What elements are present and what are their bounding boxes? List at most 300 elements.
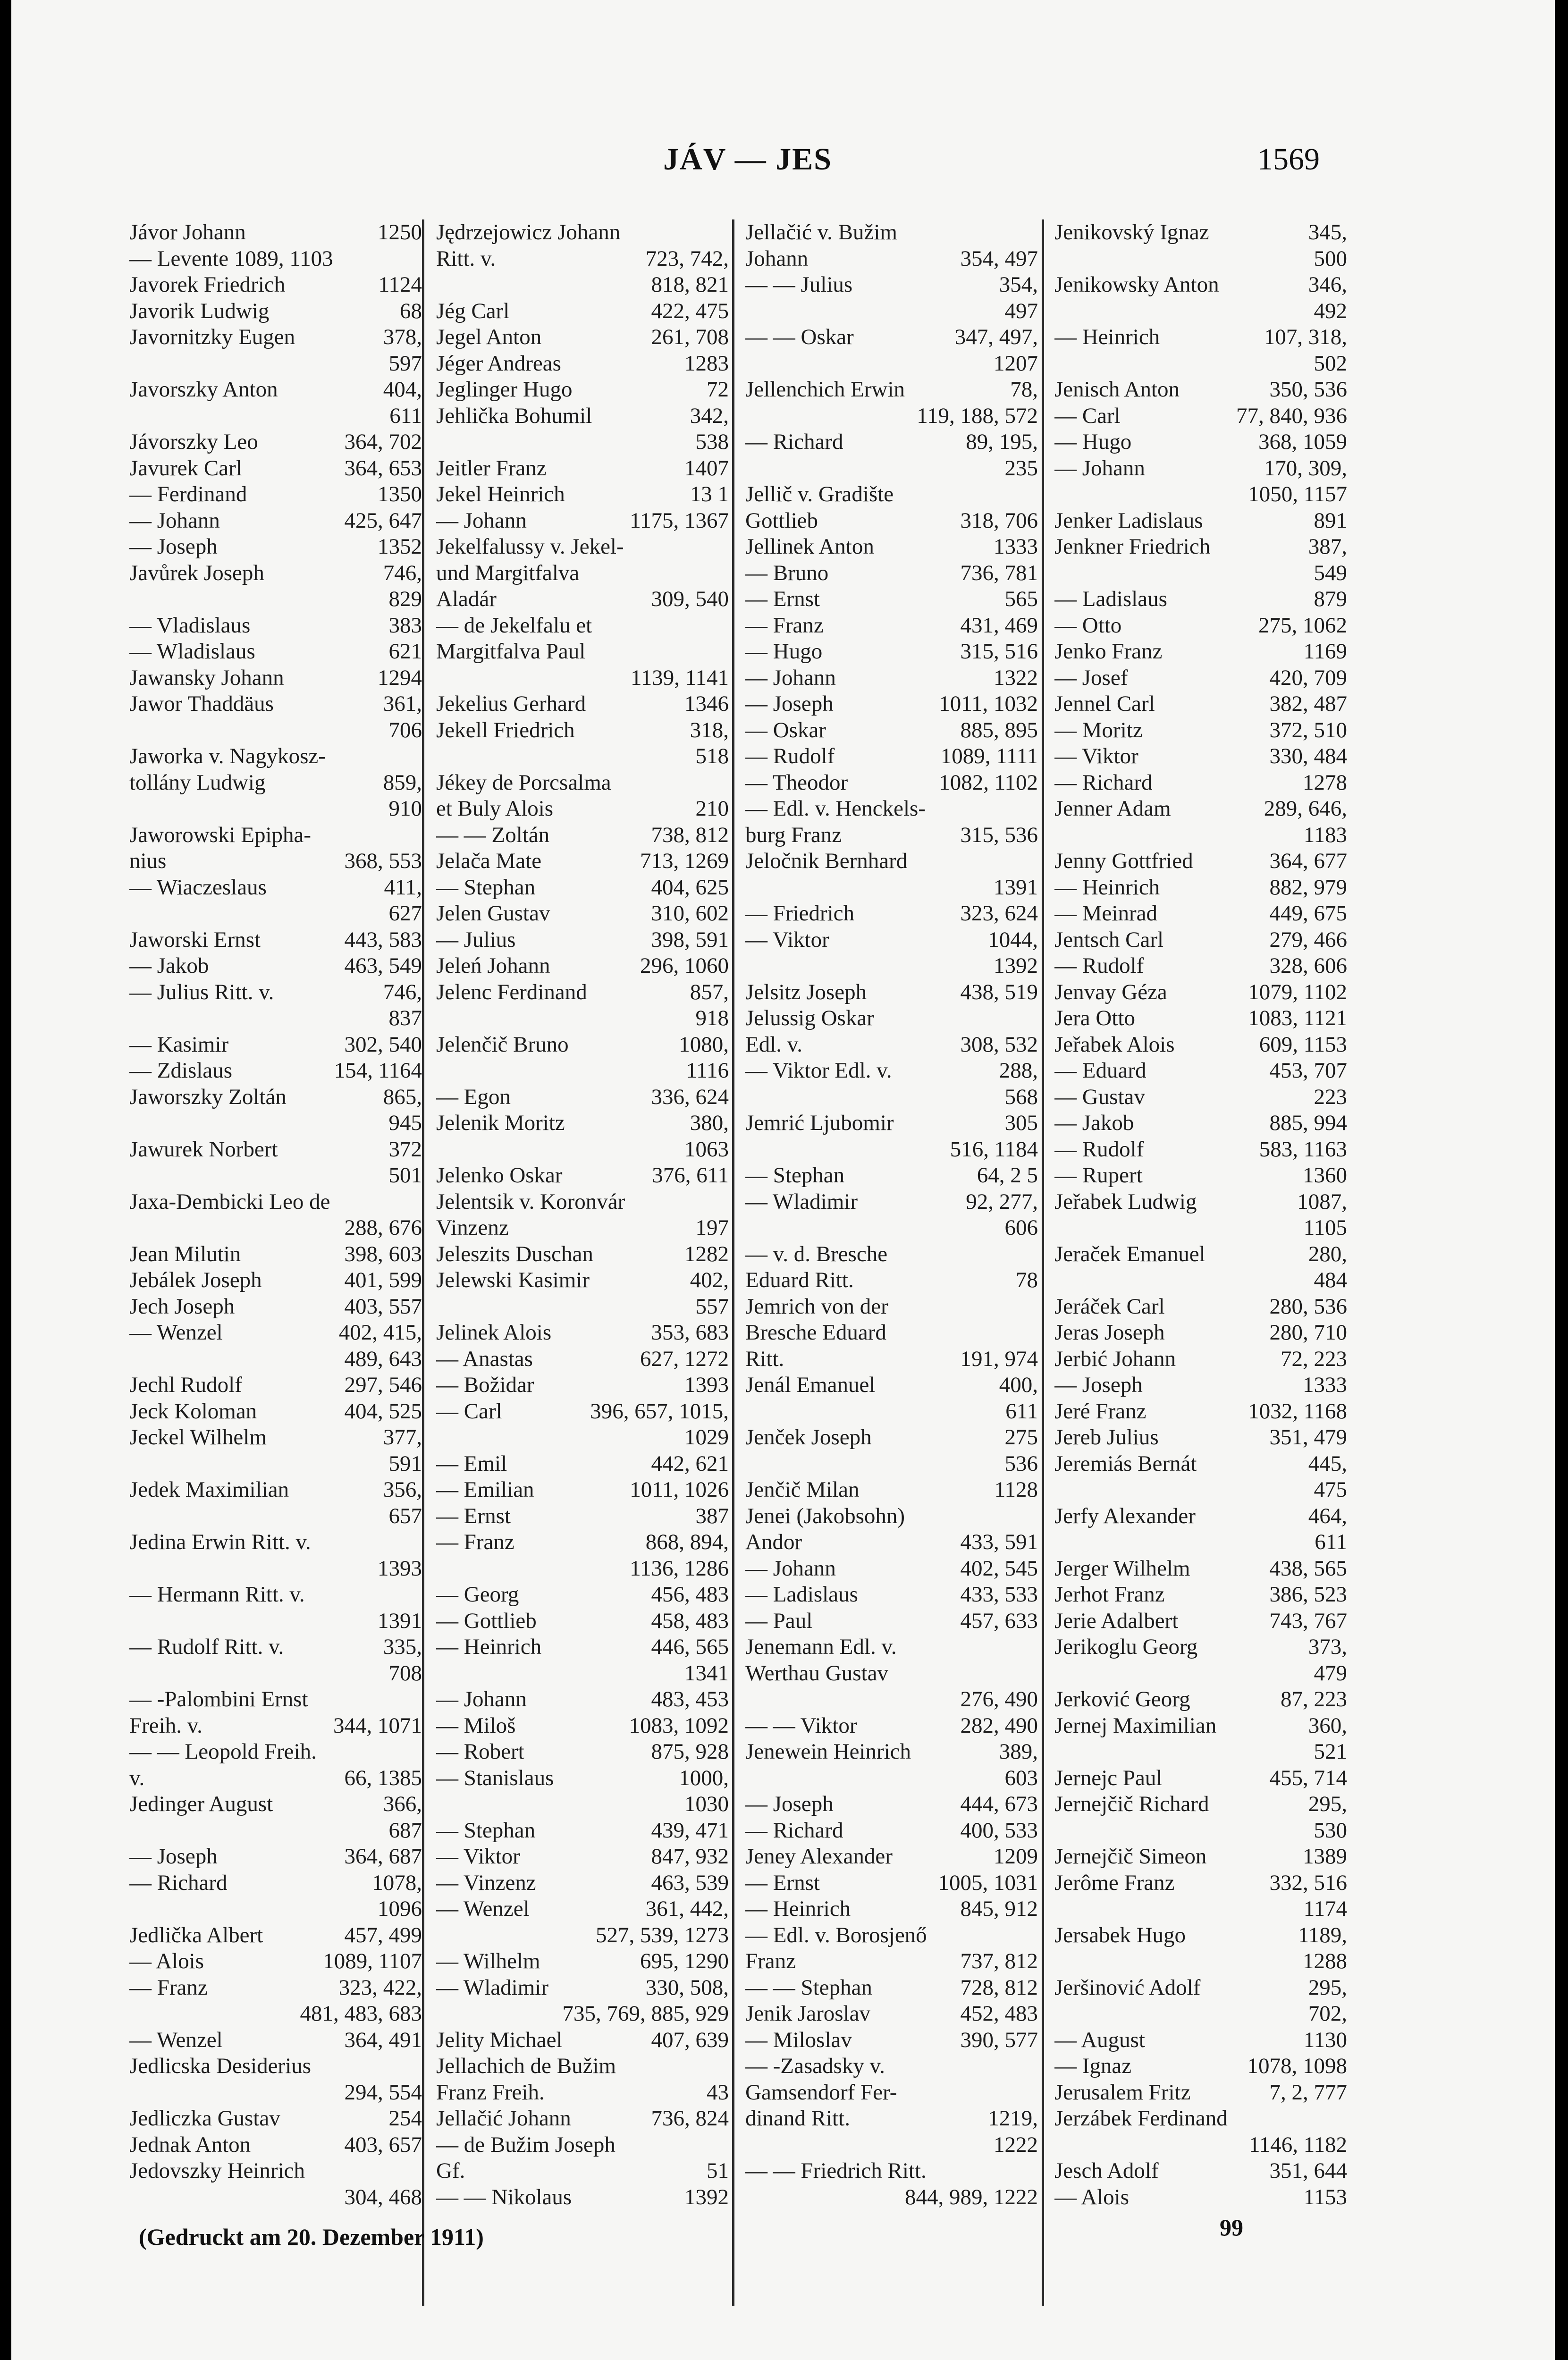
entry-line	[436, 1634, 729, 1660]
entry-pages: 606	[1004, 1215, 1038, 1240]
entry-name: — Ladislaus	[745, 1582, 858, 1607]
entry-pages: 401, 599	[344, 1268, 422, 1292]
entry-pages: 377,	[383, 1425, 422, 1450]
entry-pages: 1346	[684, 691, 729, 716]
entry-pages	[722, 770, 729, 796]
entry-pages: 64, 2 5	[977, 1163, 1038, 1188]
entry-name: Werthau Gustav	[745, 1660, 888, 1686]
entry-name: — Johann	[745, 1556, 836, 1581]
entry-line	[745, 1399, 1038, 1425]
entry-line	[1054, 1346, 1347, 1373]
entry-pages	[1340, 2106, 1347, 2132]
entry-name: Jerôme Franz	[1054, 1870, 1175, 1895]
entry-name: Jedovszky Heinrich	[129, 2158, 305, 2183]
entry-name: Jemrich von der	[745, 1294, 888, 1319]
entry-name: Jawor Thaddäus	[129, 691, 274, 716]
entry-line	[745, 377, 1038, 403]
entry-line	[745, 1948, 1038, 1975]
entry-pages: 1393	[684, 1373, 729, 1397]
entry-line	[129, 403, 422, 430]
entry-pages: 591	[388, 1451, 422, 1476]
column-rule	[732, 219, 734, 2306]
entry-name: — Paul	[745, 1608, 813, 1633]
entry-line	[129, 1215, 422, 1241]
entry-pages	[722, 560, 729, 587]
entry-pages	[415, 2053, 422, 2080]
entry-pages: 458, 483	[651, 1608, 729, 1633]
entry-line	[129, 1294, 422, 1320]
entry-pages: 728, 812	[960, 1975, 1038, 2000]
entry-name: — Wenzel	[129, 1320, 223, 1345]
entry-name: Jereb Julius	[1054, 1425, 1159, 1450]
entry-line	[1054, 1005, 1347, 1032]
entry-line	[129, 691, 422, 717]
entry-name: — Carl	[436, 1399, 502, 1424]
entry-name: Jedlicska Desiderius	[129, 2054, 312, 2078]
entry-pages: 119, 188, 572	[917, 403, 1038, 428]
entry-name: — Edl. v. Borosjenő	[745, 1922, 927, 1947]
entry-pages: 297, 546	[344, 1373, 422, 1397]
entry-pages: 276, 490	[960, 1687, 1038, 1711]
entry-name: — Robert	[436, 1739, 524, 1764]
entry-name: — Heinrich	[745, 1896, 851, 1921]
entry-pages: 433, 533	[960, 1582, 1038, 1607]
column-rule	[422, 219, 424, 2306]
entry-pages: 288, 676	[344, 1215, 422, 1240]
entry-line	[745, 613, 1038, 639]
entry-name: — Stanislaus	[436, 1765, 554, 1790]
entry-name: Jenemann Edl. v.	[745, 1635, 897, 1659]
entry-line	[1054, 2158, 1347, 2184]
entry-pages: 530	[1314, 1818, 1347, 1843]
entry-name: — Friedrich	[745, 901, 855, 926]
entry-pages	[1031, 1503, 1038, 1530]
entry-name: tollány Ludwig	[129, 770, 266, 795]
entry-line	[436, 743, 729, 770]
entry-line	[1054, 1582, 1347, 1608]
entry-name: Jehlička Bohumil	[436, 403, 592, 428]
entry-pages	[1031, 1634, 1038, 1660]
entry-pages: 627	[388, 901, 422, 926]
entry-pages: 1407	[684, 455, 729, 480]
entry-line	[1054, 796, 1347, 822]
entry-line	[1054, 927, 1347, 953]
entry-pages: 402, 415,	[338, 1320, 422, 1345]
entry-line	[745, 2158, 1038, 2184]
entry-line	[745, 822, 1038, 849]
entry-name: Jeleszits Duschan	[436, 1241, 593, 1266]
entry-name: Jennel Carl	[1054, 691, 1155, 716]
entry-line	[129, 429, 422, 455]
entry-line	[436, 1110, 729, 1137]
name-column-4	[1054, 219, 1347, 2210]
entry-name: — — Oskar	[745, 325, 854, 349]
entry-name: Javurek Carl	[129, 455, 242, 480]
entry-line	[129, 875, 422, 901]
entry-line	[129, 613, 422, 639]
entry-name: — Wladimir	[436, 1975, 549, 2000]
entry-line	[1054, 1791, 1347, 1818]
entry-name: Jaworka v. Nagykosz-	[129, 744, 326, 768]
entry-pages: 1032, 1168	[1248, 1399, 1347, 1424]
entry-name: — Rudolf	[1054, 953, 1144, 978]
entry-line	[1054, 613, 1347, 639]
entry-line	[436, 717, 729, 744]
entry-pages: 1392	[994, 953, 1038, 978]
entry-pages: 1352	[378, 534, 422, 559]
entry-name: Jenál Emanuel	[745, 1373, 876, 1397]
entry-pages: 400, 533	[960, 1818, 1038, 1843]
entry-line	[436, 848, 729, 875]
entry-pages: 455, 714	[1269, 1765, 1347, 1790]
entry-pages: 611	[1315, 1530, 1347, 1554]
entry-pages: 687	[388, 1818, 422, 1843]
entry-name: dinand Ritt.	[745, 2106, 850, 2131]
entry-name: Jenkner Friedrich	[1054, 534, 1211, 559]
entry-line	[129, 665, 422, 691]
entry-line	[745, 2184, 1038, 2211]
entry-name: Jawurek Norbert	[129, 1137, 278, 1162]
entry-name: Jeney Alexander	[745, 1844, 893, 1869]
entry-name: — de Jekelfalu et	[436, 613, 592, 638]
entry-name: — Georg	[436, 1582, 519, 1607]
entry-name: — Oskar	[745, 717, 826, 742]
entry-pages: 1294	[378, 665, 422, 690]
entry-pages: 1333	[994, 534, 1038, 559]
entry-name: Jerger Wilhelm	[1054, 1556, 1190, 1581]
entry-pages: 280, 710	[1269, 1320, 1347, 1345]
entry-name: — — Julius	[745, 272, 853, 297]
entry-name: — Eduard	[1054, 1058, 1146, 1083]
entry-line	[129, 1320, 422, 1346]
name-column-2	[436, 219, 729, 2210]
entry-pages: 294, 554	[344, 2080, 422, 2105]
entry-line	[1054, 2080, 1347, 2106]
entry-line	[129, 953, 422, 979]
entry-line	[745, 1765, 1038, 1792]
entry-pages: 438, 519	[960, 979, 1038, 1004]
entry-line	[436, 691, 729, 717]
entry-name: — Wenzel	[129, 2027, 223, 2052]
entry-name: Jelen Gustav	[436, 901, 550, 926]
entry-line	[436, 1660, 729, 1687]
entry-pages: 1082, 1102	[939, 770, 1038, 795]
entry-name: Jekell Friedrich	[436, 717, 575, 742]
entry-name: Jernejčič Simeon	[1054, 1844, 1207, 1869]
entry-line	[745, 1896, 1038, 1922]
entry-line	[1054, 1137, 1347, 1163]
entry-pages: 910	[388, 796, 422, 821]
entry-name: — Gottlieb	[436, 1608, 537, 1633]
entry-pages: 422, 475	[651, 298, 729, 323]
entry-name: Jeršinović Adolf	[1054, 1975, 1201, 2000]
entry-pages: 51	[707, 2158, 729, 2183]
entry-name: Jeločnik Bernhard	[745, 849, 908, 873]
entry-pages: 366,	[383, 1792, 422, 1816]
entry-pages: 500	[1314, 246, 1347, 271]
entry-line	[129, 1582, 422, 1608]
entry-line	[129, 1137, 422, 1163]
entry-line	[745, 1713, 1038, 1739]
entry-line	[436, 2053, 729, 2080]
entry-line	[436, 455, 729, 482]
entry-name: Jelenko Oskar	[436, 1163, 563, 1188]
entry-pages: 464,	[1308, 1503, 1347, 1528]
entry-pages: 66, 1385	[344, 1765, 422, 1790]
entry-pages	[1031, 1241, 1038, 1268]
entry-pages: 463, 539	[651, 1870, 729, 1895]
entry-name: — Joseph	[129, 534, 218, 559]
entry-line	[1054, 1818, 1347, 1844]
entry-name: Jekelfalussy v. Jekel-	[436, 534, 624, 559]
entry-line	[436, 822, 729, 849]
entry-pages: 1089, 1107	[323, 1949, 422, 1973]
entry-name: Freih. v.	[129, 1713, 202, 1738]
entry-pages	[1031, 2053, 1038, 2080]
entry-name: Jedina Erwin Ritt. v.	[129, 1530, 311, 1554]
entry-line	[745, 560, 1038, 587]
entry-pages: 479	[1314, 1660, 1347, 1686]
entry-name: Jernejc Paul	[1054, 1765, 1163, 1790]
entry-line	[436, 2027, 729, 2054]
entry-name: — Hugo	[745, 639, 823, 664]
entry-line	[745, 1634, 1038, 1660]
entry-line	[1054, 1529, 1347, 1556]
entry-pages: 78	[1016, 1268, 1038, 1292]
entry-line	[1054, 1084, 1347, 1111]
entry-line	[745, 796, 1038, 822]
entry-line	[436, 1765, 729, 1792]
entry-line	[436, 1163, 729, 1189]
entry-pages: 736, 824	[651, 2106, 729, 2131]
entry-pages: 743, 767	[1269, 1608, 1347, 1633]
entry-pages: 452, 483	[960, 2001, 1038, 2026]
entry-line	[745, 901, 1038, 927]
entry-line	[436, 796, 729, 822]
entry-line	[1054, 1267, 1347, 1294]
entry-line	[745, 953, 1038, 979]
entry-line	[129, 770, 422, 796]
entry-name: Javorszky Anton	[129, 377, 278, 402]
entry-line	[436, 1320, 729, 1346]
entry-line	[129, 1346, 422, 1373]
entry-pages	[1031, 219, 1038, 246]
entry-pages: 78,	[1010, 377, 1038, 402]
entry-pages: 309, 540	[651, 587, 729, 611]
page-header-title: JÁV — JES	[663, 142, 832, 177]
entry-line	[1054, 534, 1347, 560]
entry-line	[745, 1975, 1038, 2001]
entry-pages: 1096	[378, 1896, 422, 1921]
name-column-3	[745, 219, 1038, 2210]
entry-name: Jerković Georg	[1054, 1687, 1190, 1711]
entry-pages: 1392	[684, 2184, 729, 2209]
entry-line	[745, 1372, 1038, 1399]
entry-name: — Emilian	[436, 1477, 534, 1502]
entry-name: — Stephan	[745, 1163, 845, 1188]
entry-line	[1054, 979, 1347, 1006]
entry-name: Jernejčič Richard	[1054, 1792, 1209, 1816]
entry-name: Jedlička Albert	[129, 1922, 263, 1947]
entry-name: Jernej Maximilian	[1054, 1713, 1217, 1738]
print-date-note: (Gedruckt am 20. Dezember 1911)	[139, 2224, 484, 2250]
entry-pages: 1029	[684, 1425, 729, 1450]
name-column-1	[129, 219, 422, 2210]
entry-line	[745, 1503, 1038, 1530]
entry-line	[745, 1608, 1038, 1635]
entry-name: — Wladislaus	[129, 639, 255, 664]
entry-pages: 364, 687	[344, 1844, 422, 1869]
entry-line	[436, 2184, 729, 2211]
entry-pages: 457, 499	[344, 1922, 422, 1947]
entry-line	[436, 1975, 729, 2001]
entry-name: Jenewein Heinrich	[745, 1739, 911, 1764]
entry-line	[436, 1424, 729, 1451]
entry-line	[436, 953, 729, 979]
entry-pages: 1139, 1141	[630, 665, 729, 690]
entry-pages: 453, 707	[1269, 1058, 1347, 1083]
entry-name: Jeitler Franz	[436, 455, 547, 480]
entry-name: — Heinrich	[436, 1635, 542, 1659]
entry-pages: 296, 1060	[640, 953, 729, 978]
entry-line	[436, 1032, 729, 1058]
entry-line	[129, 1870, 422, 1896]
entry-pages: 315, 516	[960, 639, 1038, 664]
entry-pages: 433, 591	[960, 1530, 1038, 1554]
entry-line	[1054, 743, 1347, 770]
entry-pages	[722, 2053, 729, 2080]
entry-name: Franz	[745, 1949, 796, 1973]
entry-pages: 885, 994	[1269, 1111, 1347, 1135]
entry-line	[745, 1346, 1038, 1373]
entry-pages: 72	[707, 377, 729, 402]
entry-line	[129, 2080, 422, 2106]
entry-pages: 275	[1004, 1425, 1038, 1450]
entry-line	[129, 1189, 422, 1215]
entry-pages: 282, 490	[960, 1713, 1038, 1738]
entry-name: — Levente 1089, 1103	[129, 246, 333, 271]
entry-line	[129, 377, 422, 403]
entry-pages	[415, 1189, 422, 1215]
entry-line	[745, 979, 1038, 1006]
entry-pages: 1078, 1098	[1247, 2054, 1347, 2078]
entry-pages: 1322	[994, 665, 1038, 690]
entry-pages: 882, 979	[1269, 875, 1347, 900]
entry-line	[1054, 1110, 1347, 1137]
entry-line	[436, 481, 729, 508]
entry-pages	[415, 1686, 422, 1713]
entry-name: — Theodor	[745, 770, 848, 795]
entry-line	[1054, 1948, 1347, 1975]
entry-pages: 457, 633	[960, 1608, 1038, 1633]
entry-name: — Bruno	[745, 560, 829, 585]
entry-name: Jeraček Emanuel	[1054, 1241, 1206, 1266]
entry-name: Jemrić Ljubomir	[745, 1111, 894, 1135]
entry-line	[129, 1372, 422, 1399]
entry-line	[1054, 1739, 1347, 1765]
entry-pages: 404, 525	[344, 1399, 422, 1424]
entry-name: — Richard	[745, 430, 843, 454]
entry-pages: 1391	[994, 875, 1038, 900]
entry-name: Jenvay Géza	[1054, 979, 1167, 1004]
entry-name: — v. d. Bresche	[745, 1241, 888, 1266]
entry-name: — Rudolf	[1054, 1137, 1144, 1162]
entry-name: — Wenzel	[436, 1896, 530, 1921]
entry-pages: 501	[388, 1163, 422, 1188]
entry-pages: 481, 483, 683	[300, 2001, 422, 2026]
entry-name: Vinzenz	[436, 1215, 509, 1240]
entry-pages: 1083, 1121	[1248, 1006, 1347, 1030]
entry-name: Javorik Ludwig	[129, 298, 270, 323]
entry-line	[1054, 246, 1347, 272]
entry-name: — Viktor	[436, 1844, 520, 1869]
entry-pages: 1087,	[1297, 1189, 1347, 1214]
entry-line	[745, 743, 1038, 770]
entry-pages: 1360	[1303, 1163, 1347, 1188]
entry-pages	[415, 1529, 422, 1556]
entry-name: Jeřabek Ludwig	[1054, 1189, 1197, 1214]
entry-name: Jean Milutin	[129, 1241, 241, 1266]
entry-line	[1054, 455, 1347, 482]
entry-line	[745, 2027, 1038, 2054]
entry-pages: 879	[1314, 587, 1347, 611]
entry-name: Gamsendorf Fer-	[745, 2080, 897, 2105]
entry-line	[1054, 1765, 1347, 1792]
entry-pages: 191, 974	[960, 1346, 1038, 1371]
entry-name: Margitfalva Paul	[436, 639, 586, 664]
entry-line	[436, 1818, 729, 1844]
entry-name: Ritt.	[745, 1346, 784, 1371]
entry-pages: 390, 577	[960, 2027, 1038, 2052]
entry-line	[745, 2106, 1038, 2132]
entry-name: — Rudolf Ritt. v.	[129, 1635, 284, 1659]
entry-line	[129, 560, 422, 587]
entry-line	[745, 1660, 1038, 1687]
entry-line	[1054, 1320, 1347, 1346]
entry-line	[436, 1713, 729, 1739]
entry-name: — Otto	[1054, 613, 1122, 638]
entry-pages: 1063	[684, 1137, 729, 1162]
entry-pages: 389,	[999, 1739, 1038, 1764]
entry-line	[436, 1346, 729, 1373]
entry-pages: 502	[1314, 351, 1347, 376]
entry-line	[1054, 1215, 1347, 1241]
entry-pages: 1189,	[1298, 1922, 1347, 1947]
entry-name: und Margitfalva	[436, 560, 580, 585]
entry-pages: 407, 639	[651, 2027, 729, 2052]
entry-name: Jebálek Joseph	[129, 1268, 262, 1292]
entry-pages: 364, 491	[344, 2027, 422, 2052]
entry-name: Jávor Johann	[129, 220, 246, 244]
entry-name: Jelewski Kasimir	[436, 1268, 590, 1292]
entry-name: — Franz	[745, 613, 824, 638]
entry-pages: 1209	[994, 1844, 1038, 1869]
entry-line	[436, 1005, 729, 1032]
entry-line	[129, 2132, 422, 2158]
entry-line	[436, 351, 729, 377]
entry-line	[745, 1556, 1038, 1582]
entry-pages: 1116	[686, 1058, 729, 1083]
entry-pages: 7, 2, 777	[1269, 2080, 1347, 2105]
entry-name: — Moritz	[1054, 717, 1143, 742]
entry-line	[129, 639, 422, 665]
entry-name: Gottlieb	[745, 508, 818, 533]
entry-pages: 400,	[999, 1373, 1038, 1397]
entry-line	[129, 1241, 422, 1268]
entry-line	[436, 298, 729, 325]
entry-line	[129, 2001, 422, 2027]
entry-name: Jenčič Milan	[745, 1477, 860, 1502]
